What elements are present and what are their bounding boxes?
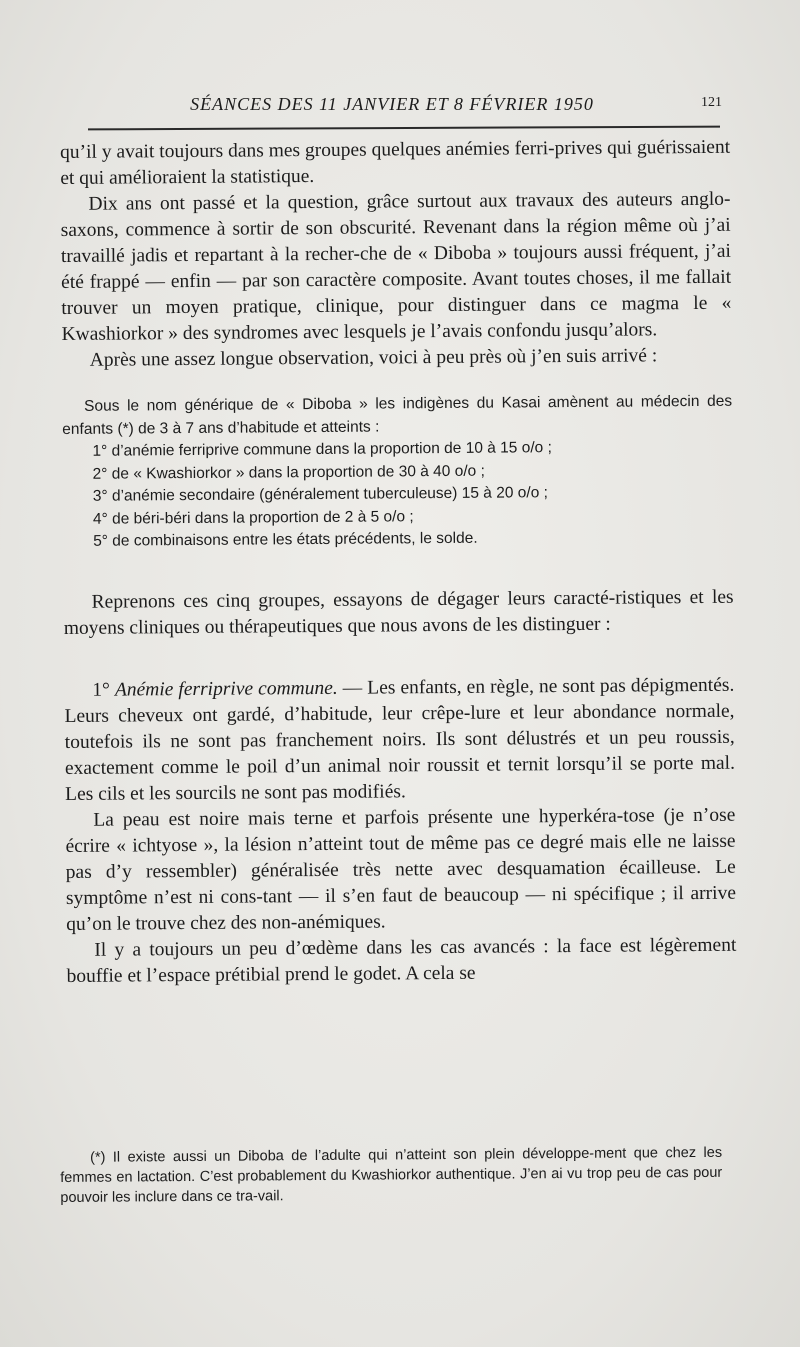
- classification-item: 1° d’anémie ferriprive commune dans la proportion de 10 à 15 o/o ;: [92, 439, 552, 460]
- classification-item: 3° d’anémie secondaire (généralement tuberculeuse) 15 à 20 o/o ;: [92, 484, 548, 505]
- header-rule: [88, 126, 720, 131]
- footnote: [60, 1143, 722, 1208]
- paragraph-peau: La peau est noire mais terne et parfois présente une hyperkéra-tose (je n’ose écrire « ichtyose », la lésion n’atteint tout de même pas ce degré mais elle ne laisse pas d’y ressembler) généralisée très nette avec desquamation écailleuse. Le symptôme n’est ni cons-tant — il s’en faut de beaucoup — ni spécifique ; il arrive qu’on le trouve chez des non-anémiques.: [65, 804, 737, 935]
- section-anemie-ferriprive: [64, 672, 735, 807]
- section-number: 1°: [92, 679, 110, 701]
- spacer: [63, 548, 733, 589]
- running-title: SÉANCES DES 11 JANVIER ET 8 FÉVRIER 1950: [190, 94, 594, 114]
- spacer: [64, 636, 734, 677]
- classification-item: 4° de béri-béri dans la proportion de 2 à 5 o/o ;: [92, 507, 414, 528]
- paragraph-continuation: qu’il y avait toujours dans mes groupes quelques anémies ferri-prives qui guérissaient et qui amélioraient la statistique.: [60, 136, 731, 189]
- paragraph-apres: Après une assez longue observation, voici à peu près où j’en suis arrivé :: [89, 345, 658, 371]
- paragraph-oedeme: Il y a toujours un peu d’œdème dans les cas avancés : la face est légèrement bouffie et l’espace prétibial prend le godet. A cela se: [66, 934, 737, 987]
- classification-block: [62, 391, 733, 554]
- page-header: [72, 94, 722, 118]
- page-number: 121: [701, 95, 722, 110]
- section-title: Anémie ferriprive commune.: [114, 677, 338, 701]
- footnote-text: (*) Il existe aussi un Diboba de l’adulte qui n’atteint son plein développe-ment que chez les femmes en lactation. C’est probablement du Kwashiorkor authentique. J’en ai vu trop peu de cas pour pouvoir les inclure dans ce tra-vail.: [60, 1144, 723, 1206]
- classification-item: 2° de « Kwashiorkor » dans la proportion de 30 à 40 o/o ;: [92, 462, 485, 483]
- classification-intro: Sous le nom générique de « Diboba » les indigènes du Kasai amènent au médecin des enfants (*) de 3 à 7 ans d’habitude et atteints :: [62, 392, 733, 438]
- paragraph-reprenons: Reprenons ces cinq groupes, essayons de dégager leurs caracté-ristiques et les moyens cliniques ou thérapeutiques que nous avons de les distinguer :: [63, 586, 734, 639]
- classification-item: 5° de combinaisons entre les états précédents, le solde.: [93, 529, 478, 550]
- section-text: — Les enfants, en règle, ne sont pas dépigmentés. Leurs cheveux ont gardé, d’habitude, leur crêpe-lure et leur abondance normale, toutefois ils ne sont pas franchement noirs. Ils sont délustrés et un peu roussis, exactement comme le poil d’un animal noir roussit et ternit lorsqu’il se porte mal. Les cils et les sourcils ne sont pas modifiés.: [64, 674, 735, 805]
- paragraph-dix-ans: Dix ans ont passé et la question, grâce surtout aux travaux des auteurs anglo-saxons, commence à sortir de son obscurité. Revenant dans la région même où j’ai travaillé jadis et repartant à la recher-che de « Diboba » toujours aussi fréquent, j’ai été frappé — enfin — par son caractère composite. Avant toutes choses, il me fallait trouver un moyen pratique, clinique, pour distinguer dans ce magma le « Kwashiorkor » des syndromes avec lesquels je l’avais confondu jusqu’alors.: [60, 188, 732, 345]
- main-text: [60, 135, 737, 990]
